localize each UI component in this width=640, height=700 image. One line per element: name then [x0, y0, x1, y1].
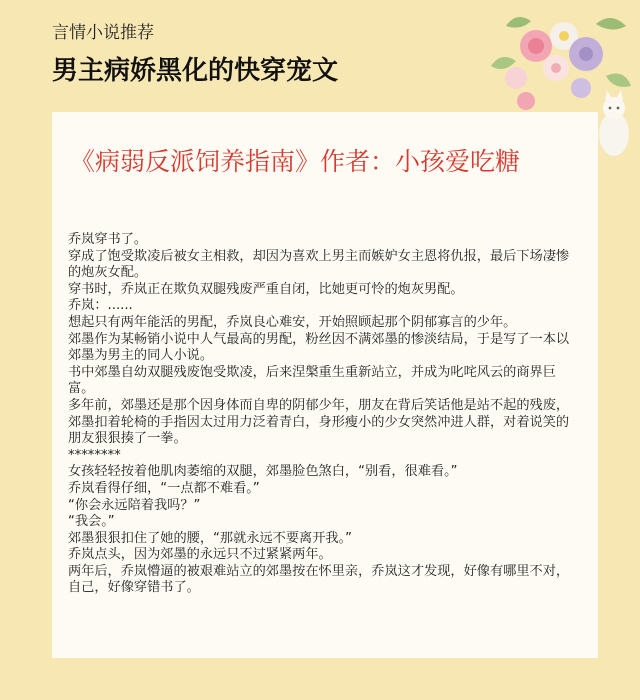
- synopsis-paragraph: 郊墨作为某畅销小说中人气最高的男配，粉丝因不满郊墨的惨淡结局，于是写了一本以郊墨为男主的同人小说。: [68, 331, 570, 364]
- synopsis-paragraph: 穿书时，乔岚正在欺负双腿残废严重自闭，比她更可怜的炮灰男配。: [68, 281, 464, 297]
- synopsis-paragraph: ********: [68, 447, 121, 463]
- synopsis-paragraph: 两年后，乔岚懵逼的被艰难站立的郊墨按在怀里亲，乔岚这才发现，好像有哪里不对，: [68, 563, 570, 579]
- synopsis-paragraph: 书中郊墨自幼双腿残废饱受欺凌，后来涅槃重生重新站立，并成为叱咤风云的商界巨富。: [68, 364, 556, 397]
- synopsis-paragraph: 郊墨狠狠扣住了她的腰，“那就永远不要离开我。”: [68, 530, 352, 546]
- content-card: [52, 112, 598, 658]
- page-title: 男主病娇黑化的快穿宠文: [52, 56, 339, 86]
- synopsis-text: [68, 232, 578, 597]
- synopsis-paragraph: “我会。”: [68, 514, 115, 530]
- synopsis-paragraph: 乔岚点头，因为郊墨的永远只不过紧紧两年。: [68, 547, 332, 563]
- category-label: 言情小说推荐: [52, 23, 154, 43]
- synopsis-paragraph: 乔岚看得仔细，“一点都不难看。”: [68, 480, 260, 496]
- synopsis-paragraph: 郊墨扣着轮椅的手指因太过用力泛着青白，身形瘦小的少女突然冲进人群，对着说笑的朋友狠狠揍了一拳。: [68, 414, 570, 447]
- synopsis-paragraph: 乔岚穿书了。: [68, 232, 148, 247]
- synopsis-paragraph: 自己，好像穿错书了。: [68, 580, 200, 596]
- synopsis-paragraph: 女孩轻轻按着他肌肉萎缩的双腿，郊墨脸色煞白，“别看，很难看。”: [68, 464, 458, 480]
- synopsis-paragraph: 想起只有两年能活的男配，乔岚良心难安，开始照顾起那个阴郁寡言的少年。: [68, 314, 517, 330]
- synopsis-paragraph: 多年前，郊墨还是那个因身体而自卑的阴郁少年，朋友在背后笑话他是站不起的残废，: [68, 397, 570, 413]
- synopsis-paragraph: 穿成了饱受欺凌后被女主相救，却因为喜欢上男主而嫉妒女主恩将仇报，最后下场凄惨的炮灰女配。: [68, 248, 570, 281]
- synopsis-paragraph: 乔岚：......: [68, 298, 133, 314]
- synopsis-paragraph: “你会永远陪着我吗？”: [68, 497, 201, 513]
- book-title: 《病弱反派饲养指南》作者：小孩爱吃糖: [70, 147, 521, 176]
